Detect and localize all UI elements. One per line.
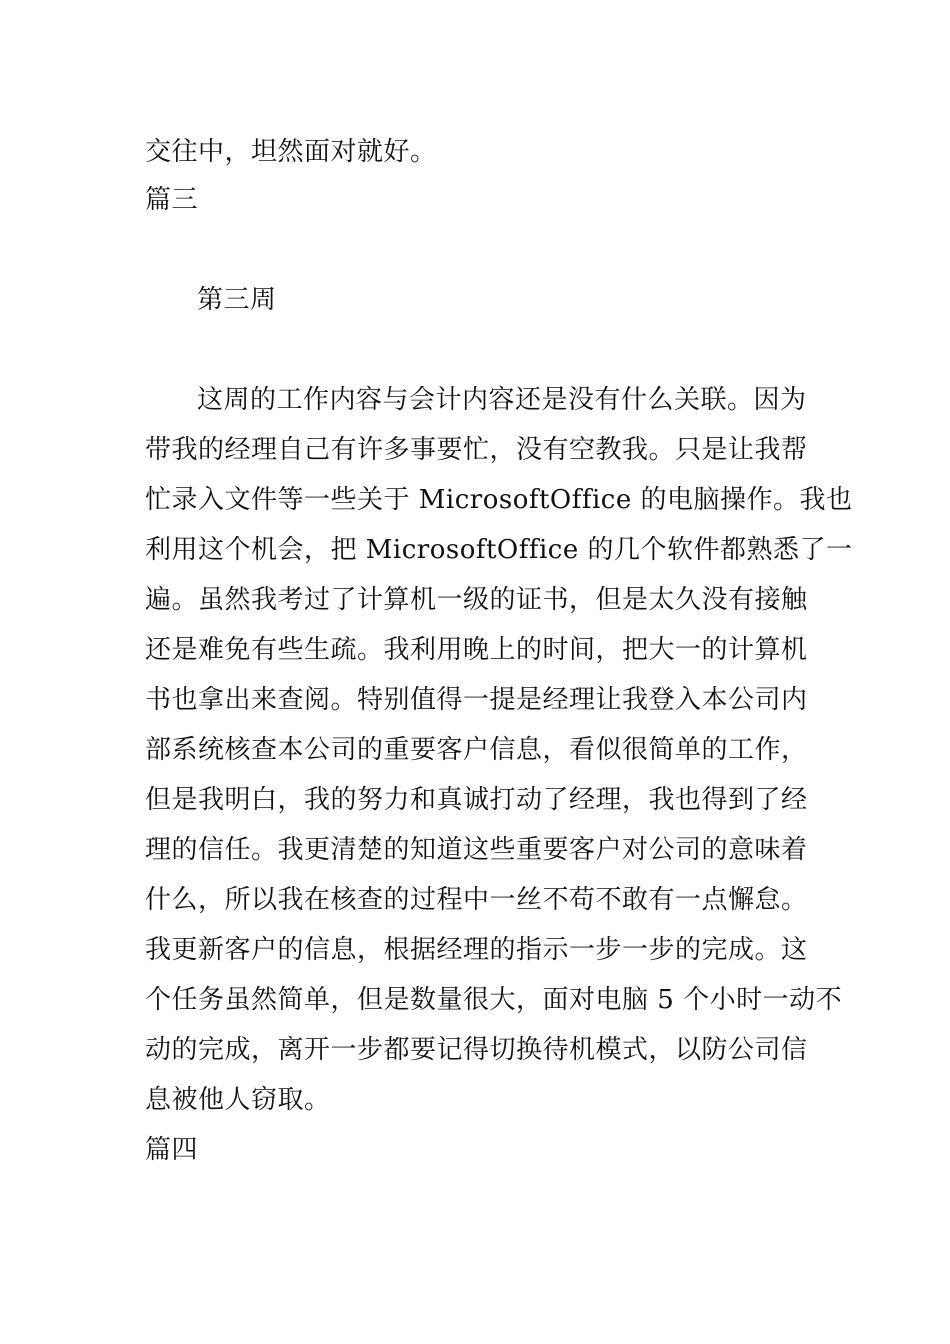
opening-line: 交往中，坦然面对就好。 <box>145 137 437 167</box>
paragraph-line: 带我的经理自己有许多事要忙，没有空教我。只是让我帮 <box>145 435 808 465</box>
section-heading-three: 篇三 <box>145 185 199 215</box>
paragraph-line: 但是我明白，我的努力和真诚打动了经理，我也得到了经 <box>145 785 808 815</box>
paragraph-line: 个任务虽然简单，但是数量很大，面对电脑 5 个小时一动不 <box>145 985 843 1015</box>
section-heading-four: 篇四 <box>145 1135 199 1165</box>
paragraph-line: 息被他人窃取。 <box>145 1085 331 1115</box>
paragraph-line: 理的信任。我更清楚的知道这些重要客户对公司的意味着 <box>145 835 808 865</box>
week-heading: 第三周 <box>197 285 277 315</box>
paragraph-line: 动的完成，离开一步都要记得切换待机模式，以防公司信 <box>145 1035 808 1065</box>
paragraph-line: 这周的工作内容与会计内容还是没有什么关联。因为 <box>197 385 807 415</box>
paragraph-line: 部系统核查本公司的重要客户信息，看似很简单的工作， <box>145 735 808 765</box>
paragraph-line: 忙录入文件等一些关于 MicrosoftOffice 的电脑操作。我也 <box>145 485 853 515</box>
paragraph-line: 还是难免有些生疏。我利用晚上的时间，把大一的计算机 <box>145 635 808 665</box>
paragraph-line: 利用这个机会，把 MicrosoftOffice 的几个软件都熟悉了一 <box>145 535 853 565</box>
paragraph-line: 遍。虽然我考过了计算机一级的证书，但是太久没有接触 <box>145 585 808 615</box>
paragraph-line: 什么，所以我在核查的过程中一丝不苟不敢有一点懈怠。 <box>145 885 808 915</box>
paragraph-line: 书也拿出来查阅。特别值得一提是经理让我登入本公司内 <box>145 685 808 715</box>
paragraph-line: 我更新客户的信息，根据经理的指示一步一步的完成。这 <box>145 935 808 965</box>
